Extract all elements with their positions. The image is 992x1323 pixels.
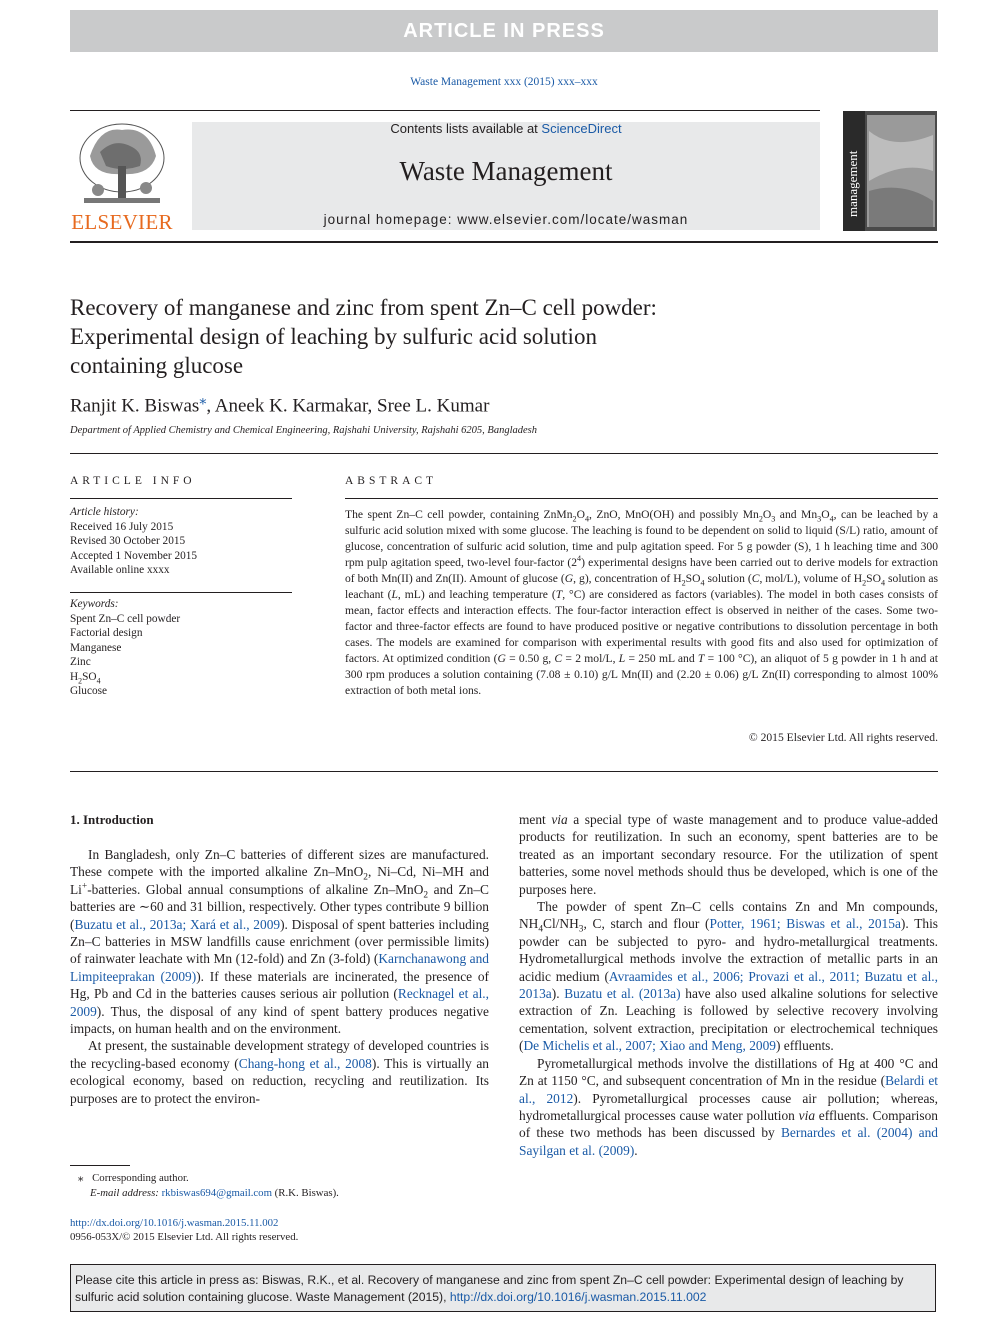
- footnote-rule: [70, 1165, 130, 1166]
- issn-line: 0956-053X/© 2015 Elsevier Ltd. All rights reserved.: [70, 1231, 299, 1243]
- intro-left-column: [70, 846, 489, 1107]
- header-rule: [70, 110, 820, 111]
- intro-paragraph-1: In Bangladesh, only Zn–C batteries of different sizes are manufactured. These compete with the imported alkaline Zn–MnO$_2$, Ni–Cd, Ni–MH and Li+-batteries. Global annual consumptions of alkaline Zn–MnO$_2$ and Zn–C batteries are ∼60 and 31 billion, respectively. Other types contribute 9 billion (Buzatu et al., 2013a; Xará et al., 2009). Disposal of spent batteries including Zn–C batteries in MSW landfills cause enrichment (over permissible limits) of rainwater leachate with Mn (12-fold) and Zn (3-fold) (Karnchanawong and Limpiteeprakan (2009)). If these materials are incinerated, the presence of Hg, Pb and Cd in the batteries causes serious air pollution (Recknagel et al., 2009). Thus, the disposal of any kind of spent battery produces negative impacts, on human health and on the environment.: [70, 847, 489, 1037]
- cite-recknagel[interactable]: Recknagel et al., 2009: [70, 986, 489, 1019]
- corresponding-author-marker[interactable]: ⁎: [199, 393, 207, 408]
- title-line-2: Experimental design of leaching by sulfuric acid solution: [70, 324, 597, 349]
- article-history: [70, 505, 292, 578]
- journal-reference-link[interactable]: Waste Management xxx (2015) xxx–xxx: [410, 76, 598, 88]
- header-thick-rule: [70, 241, 938, 243]
- sciencedirect-link[interactable]: ScienceDirect: [541, 121, 622, 136]
- author-list: [70, 392, 489, 417]
- title-line-1: Recovery of manganese and zinc from spent Zn–C cell powder:: [70, 295, 657, 320]
- info-rule-mid: [70, 592, 292, 593]
- accepted-date: Accepted 1 November 2015: [70, 549, 198, 562]
- keyword-6: Glucose: [70, 685, 108, 697]
- intro-paragraph-3: The powder of spent Zn–C cells contains Zn and Mn compounds, $NH_4Cl/NH_3$, C, starch and flour (Potter, 1961; Biswas et al., 2015a). This powder can be subjected to pyro- and hydro-metallurgical treatments. Hydrometallurgical methods involve the extraction of metallic parts in an acidic medium (Avraamides et al., 2006; Provazi et al., 2011; Buzatu et al., 2013a). Buzatu et al. (2013a) have also used alkaline solutions for selective extraction of Zn. Leaching is followed by selective recovery involving cementation, solvent extraction, precipitation or electrochemical techniques (De Michelis et al., 2007; Xiao and Meng, 2009) effluents.: [519, 899, 939, 1054]
- cover-title: management: [845, 150, 860, 217]
- cite-buzatu-xara[interactable]: Buzatu et al., 2013a; Xará et al., 2009: [74, 916, 281, 932]
- history-label: Article history:: [70, 506, 139, 518]
- journal-title: Waste Management: [399, 156, 613, 186]
- info-rule-top: [70, 498, 292, 499]
- title-line-3: containing glucose: [70, 353, 244, 378]
- article-title: [70, 293, 830, 380]
- keyword-3: Manganese: [70, 641, 122, 654]
- affiliation: Department of Applied Chemistry and Chemical Engineering, Rajshahi University, Rajshahi 6205, Bangladesh: [70, 425, 538, 436]
- elsevier-wordmark: ELSEVIER: [71, 210, 173, 234]
- cite-chang-hong[interactable]: Chang-hong et al., 2008: [238, 1055, 372, 1071]
- journal-homepage[interactable]: journal homepage: www.elsevier.com/locate/wasman: [323, 212, 689, 227]
- corresponding-footnote: ⁎ Corresponding author.: [78, 1172, 189, 1184]
- doi-link[interactable]: http://dx.doi.org/10.1016/j.wasman.2015.11.002: [70, 1217, 279, 1229]
- abstract-text: The spent Zn–C cell powder, containing $ZnMn_2O_4$, ZnO, MnO(OH) and possibly $Mn_2O_3$ and $Mn_3O_4$, can be leached by a sulfuric acid solution mixed with some glucose. The leaching is found to be dependent on solid to liquid (S/L) ratio, amount of glucose, concentration of sulfuric acid solution, time and pulp agitation speed. For 5 g powder (S), 1 h leaching time and 300 rpm pulp agitation speed, two-level four-factor $(2^4)$ experimental designs have been carried out to derive models for extraction of both Mn(II) and Zn(II). Amount of glucose (G, g), concentration of $H_2SO_4$ solution (C, mol/L), volume of $H_2SO_4$ solution as leachant (L, mL) and leaching temperature (T, °C) are considered as factors (variables). The model in both cases consists of mean, factor effects and interaction effects. The four-factor interaction effect is observed in neither of the cases. Some two-factor and three-factor effects are found to have produced positive or negative contributions to dissolution percentage in both cases. The models are examined for comparison with experimental results with good fits and also used for optimization of factors. At optimized condition (G = 0.50 g, C = 2 mol/L, L = 250 mL and T = 100 °C), an aliquot of 5 g powder in 1 h and at 300 rpm produces a solution containing (7.08 ± 0.10) g/L Mn(II) and (2.20 ± 0.06) g/L Zn(II) corresponding to almost 100% extraction of both metal ions.: [345, 508, 938, 697]
- abstract-copyright: © 2015 Elsevier Ltd. All rights reserved.: [748, 731, 938, 744]
- received-date: Received 16 July 2015: [70, 520, 174, 533]
- cite-demichelis-xiao[interactable]: De Michelis et al., 2007; Xiao and Meng, 2009: [523, 1038, 776, 1054]
- cite-bernardes-sayilgan[interactable]: Bernardes et al. (2004) and Sayilgan et al. (2009): [519, 1125, 938, 1158]
- cite-belardi[interactable]: Belardi et al., 2012: [519, 1073, 938, 1106]
- keyword-1: Spent Zn–C cell powder: [70, 612, 181, 625]
- keywords-block: [70, 597, 292, 699]
- cite-buzatu-2013a[interactable]: Buzatu et al. (2013a): [564, 986, 681, 1002]
- introduction-heading: 1. Introduction: [70, 812, 154, 827]
- title-rule: [70, 453, 938, 454]
- keyword-4: Zinc: [70, 656, 91, 668]
- email-footnote: E-mail address: rkbiswas694@gmail.com (R.K. Biswas).: [90, 1187, 339, 1199]
- abstract-bottom-rule: [70, 771, 938, 772]
- keyword-2: Factorial design: [70, 627, 143, 639]
- revised-date: Revised 30 October 2015: [70, 535, 186, 547]
- keywords-label: Keywords:: [70, 598, 119, 610]
- author-biswas: Ranjit K. Biswas: [70, 395, 200, 417]
- citation-box: [70, 1264, 936, 1312]
- contents-line: [192, 121, 820, 136]
- cite-karnchanawong[interactable]: Karnchanawong and Limpiteeprakan (2009): [70, 951, 489, 984]
- journal-cover-image: [843, 111, 937, 341]
- other-authors: , Aneek K. Karmakar, Sree L. Kumar: [206, 395, 490, 417]
- article-info-heading: ARTICLE INFO: [70, 475, 196, 487]
- online-date: Available online xxxx: [70, 564, 170, 576]
- citation-text: Please cite this article in press as: Biswas, R.K., et al. Recovery of manganese and zinc from spent Zn–C cell powder: Experimental design of leaching by sulfuric acid solution containing glucose. Waste Management (2015),: [75, 1273, 904, 1304]
- intro-paragraph-2-cont: ment via a special type of waste management and to produce value-added products for reutilization. In such an economy, spent batteries are to be treated as an important secondary resource. For the utilization of spent batteries, some novel methods should thus be developed, which is one of the purposes here.: [519, 812, 939, 897]
- article-in-press-banner: ARTICLE IN PRESS: [70, 10, 938, 52]
- abstract-rule: [345, 498, 938, 499]
- cover-subtitle: waste: [845, 320, 855, 341]
- intro-paragraph-2: At present, the sustainable development strategy of developed countries is the recycling-based economy (Chang-hong et al., 2008). This is virtually an ecological economy, based on reduction, recycling and reutilization. Its purposes are to protect the environ-: [70, 1038, 489, 1106]
- cite-potter-biswas[interactable]: Potter, 1961; Biswas et al., 2015a: [709, 916, 901, 932]
- intro-right-column: [519, 811, 938, 1159]
- email-link[interactable]: rkbiswas694@gmail.com: [161, 1187, 272, 1199]
- abstract-heading: ABSTRACT: [345, 475, 438, 487]
- contents-prefix: Contents lists available at: [390, 121, 542, 136]
- cite-avraamides-provazi[interactable]: Avraamides et al., 2006; Provazi et al., 2011; Buzatu et al., 2013a: [519, 968, 938, 1002]
- intro-paragraph-4: Pyrometallurgical methods involve the distillations of Hg at 400 °C and Zn at 1150 °C, and subsequent concentration of Mn in the residue (Belardi et al., 2012). Pyrometallurgical processes cause air pollution; whereas, hydrometallurgical processes cause water pollution via effluents. Comparison of these two methods has been discussed by Bernardes et al. (2004) and Sayilgan et al. (2009).: [519, 1055, 938, 1158]
- keyword-5: $H_2SO_4$: [70, 670, 101, 685]
- citation-doi-link[interactable]: http://dx.doi.org/10.1016/j.wasman.2015.11.002: [449, 1290, 707, 1304]
